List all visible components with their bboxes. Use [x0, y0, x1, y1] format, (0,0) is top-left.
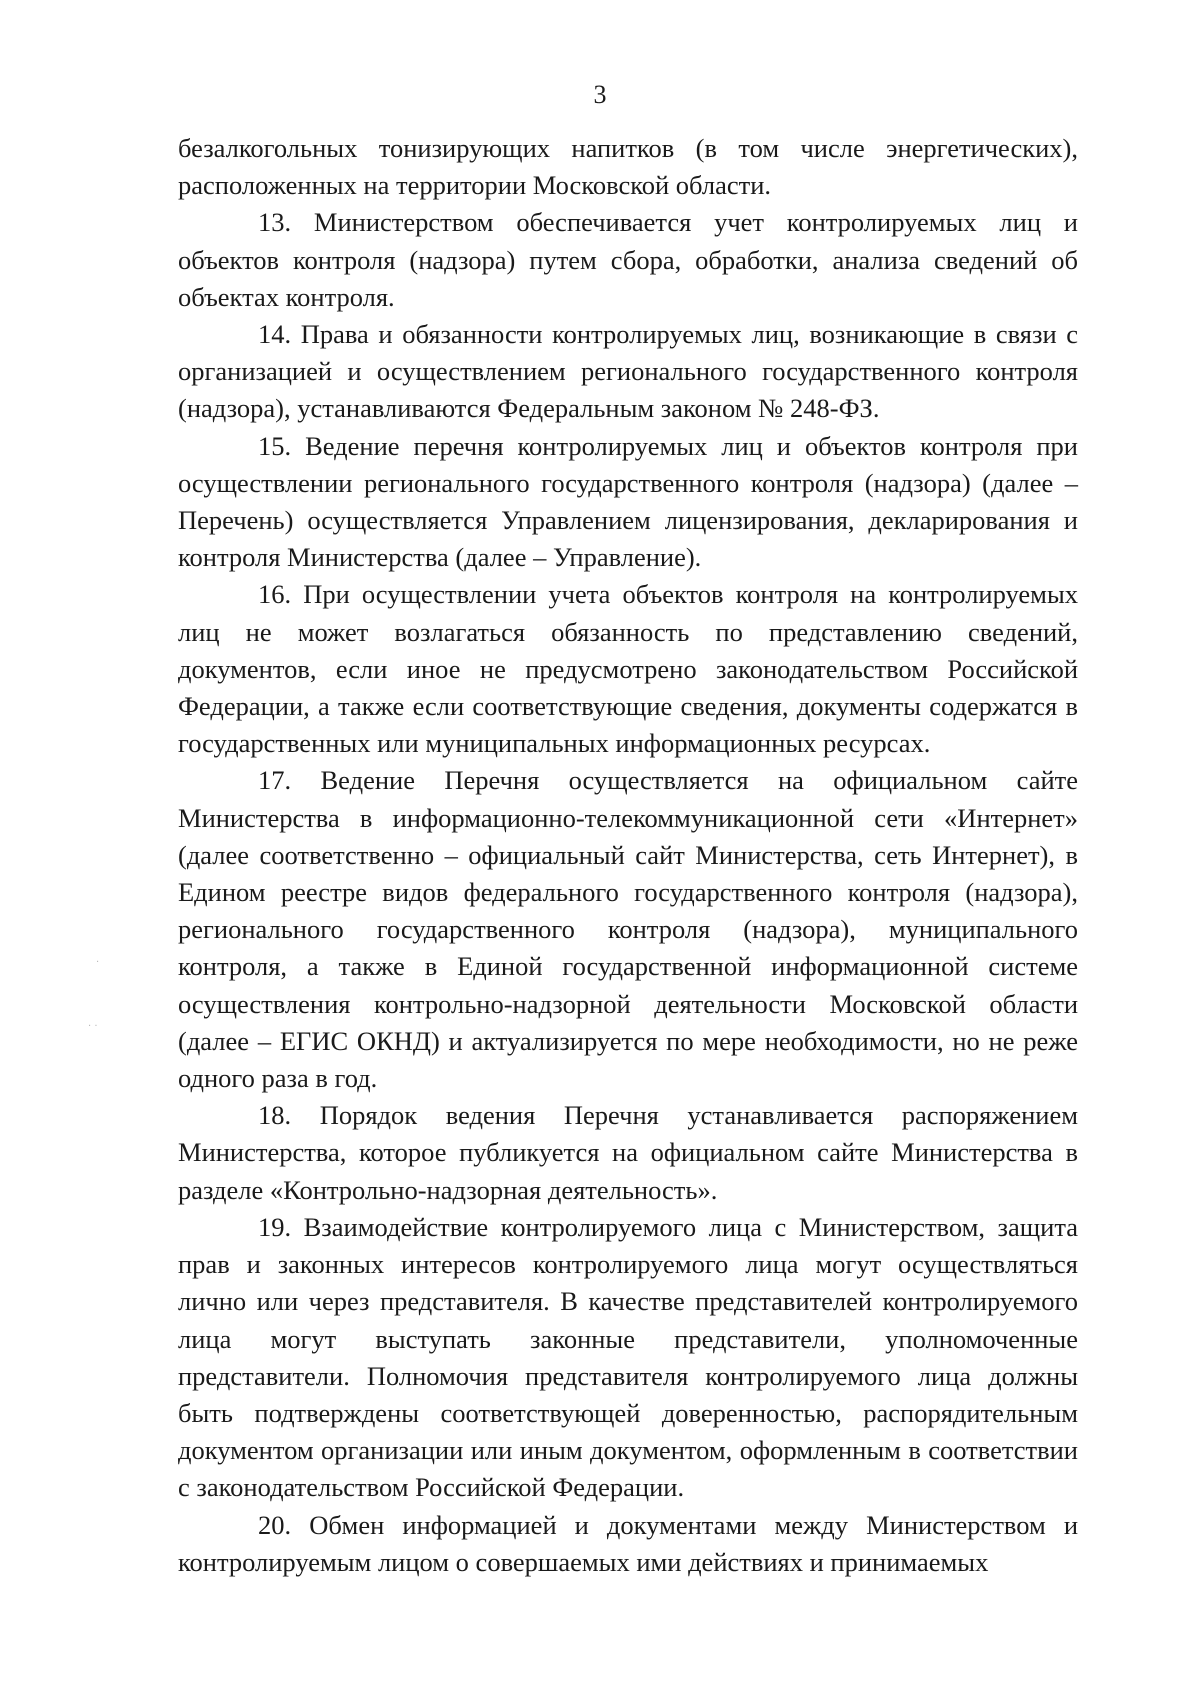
paragraph-18: 18. Порядок ведения Перечня устанавливается распоряжением Министерства, которое публикуется на официальном сайте Министерства в разделе «Контрольно-надзорная деятельность». [178, 1100, 1078, 1205]
scan-artifact-mark: · [96, 957, 100, 968]
paragraph-13: 13. Министерством обеспечивается учет контролируемых лиц и объектов контроля (надзора) путем сбора, обработки, анализа сведений об объектах контроля. [178, 207, 1078, 312]
paragraph-16: 16. При осуществлении учета объектов контроля на контролируемых лиц не может возлагаться обязанность по представлению сведений, документов, если иное не предусмотрено законодательством Российской Федерации, а также если соответствующие сведения, документы содержатся в государственных или муниципальных информационных ресурсах. [178, 579, 1078, 759]
paragraph-19: 19. Взаимодействие контролируемого лица с Министерством, защита прав и законных интересов контролируемого лица могут осуществляться лично или через представителя. В качестве представителей контролируемого лица могут выступать законные представители, уполномоченные представители. Полномочия представителя контролируемого лица должны быть подтверждены соответствующей доверенностью, распорядительным документом организации или иным документом, оформленным в соответствии с законодательством Российской Федерации. [178, 1211, 1078, 1503]
paragraph-15: 15. Ведение перечня контролируемых лиц и объектов контроля при осуществлении регионального государственного контроля (надзора) (далее – Перечень) осуществляется Управлением лицензирования, декларирования и контроля Министерства (далее – Управление). [178, 430, 1078, 573]
paragraph-continuation: безалкогольных тонизирующих напитков (в том числе энергетических), расположенных на территории Московской области. [178, 133, 1078, 201]
document-body [178, 130, 1078, 1581]
paragraph-20: 20. Обмен информацией и документами между Министерством и контролируемым лицом о совершаемых ими действиях и принимаемых [178, 1509, 1078, 1577]
page-number: 3 [593, 80, 607, 109]
scan-artifact-mark: · · [88, 1021, 98, 1032]
paragraph-14: 14. Права и обязанности контролируемых лиц, возникающие в связи с организацией и осуществлением регионального государственного контроля (надзора), устанавливаются Федеральным законом № 248-ФЗ. [178, 319, 1078, 424]
paragraph-17: 17. Ведение Перечня осуществляется на официальном сайте Министерства в информационно-телекоммуникационной сети «Интернет» (далее соответственно – официальный сайт Министерства, сеть Интернет), в Едином реестре видов федерального государственного контроля (надзора), регионального государственного контроля (надзора), муниципального контроля, а также в Единой государственной информационной системе осуществления контрольно-надзорной деятельности Московской области (далее – ЕГИС ОКНД) и актуализируется по мере необходимости, но не реже одного раза в год. [178, 765, 1078, 1094]
